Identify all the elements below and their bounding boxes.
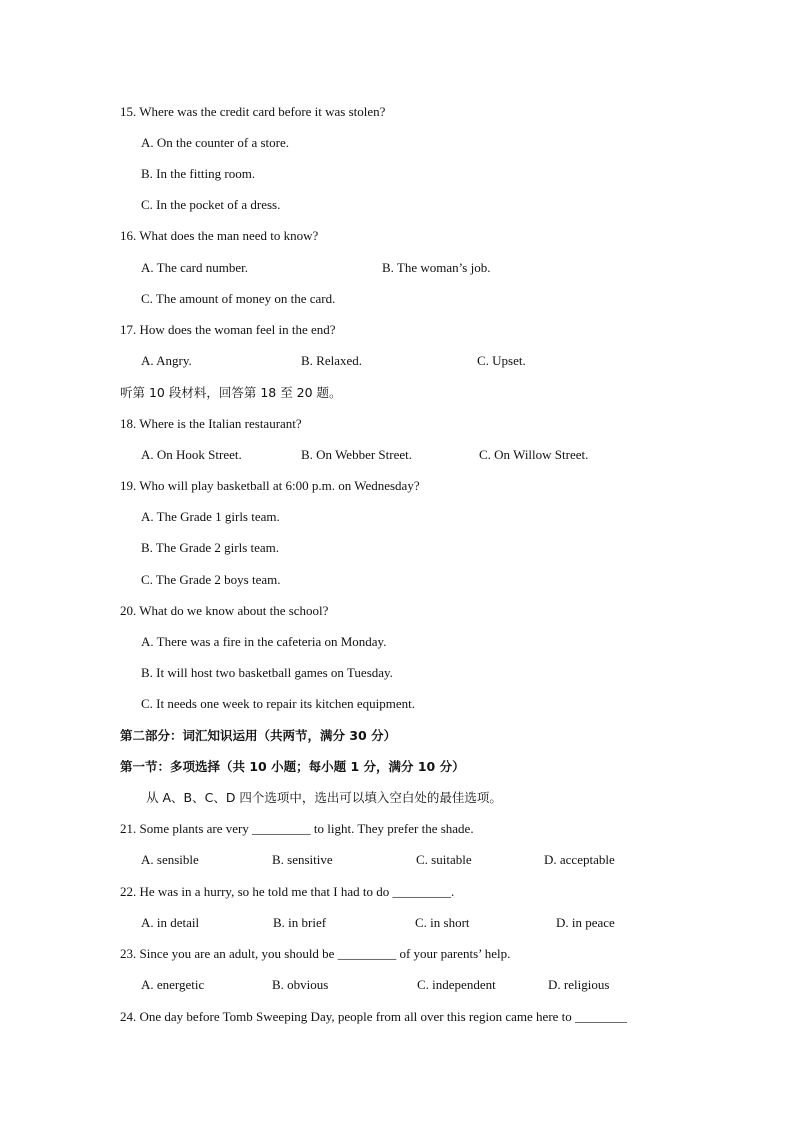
question-23-option-d: D. religious	[548, 977, 610, 992]
question-15-option-c: C. In the pocket of a dress.	[141, 197, 281, 212]
question-20-option-a: A. There was a fire in the cafeteria on Monday.	[141, 634, 387, 649]
question-15-stem: 15. Where was the credit card before it was stolen?	[120, 104, 386, 119]
question-16-option-c: C. The amount of money on the card.	[141, 291, 336, 306]
question-21-option-a: A. sensible	[141, 852, 199, 867]
question-18-option-b: B. On Webber Street.	[301, 447, 412, 462]
question-23-option-b: B. obvious	[272, 977, 329, 992]
question-23-option-a: A. energetic	[141, 977, 205, 992]
question-20-stem: 20. What do we know about the school?	[120, 603, 329, 618]
question-20-option-c: C. It needs one week to repair its kitchen equipment.	[141, 696, 416, 711]
question-20-option-b: B. It will host two basketball games on Tuesday.	[141, 665, 393, 680]
question-17-option-c: C. Upset.	[477, 353, 526, 368]
question-19-stem: 19. Who will play basketball at 6:00 p.m. on Wednesday?	[120, 478, 420, 493]
section-10-instruction: 听第 10 段材料，回答第 18 至 20 题。	[120, 385, 342, 400]
question-19-option-c: C. The Grade 2 boys team.	[141, 572, 281, 587]
question-22-option-d: D. in peace	[556, 915, 615, 930]
question-22-option-a: A. in detail	[141, 915, 200, 930]
question-21-stem: 21. Some plants are very _________ to light. They prefer the shade.	[120, 821, 474, 836]
question-22-option-b: B. in brief	[273, 915, 327, 930]
question-23-stem: 23. Since you are an adult, you should be _________ of your parents’ help.	[120, 946, 511, 961]
question-22-option-c: C. in short	[415, 915, 470, 930]
question-15-option-a: A. On the counter of a store.	[141, 135, 290, 150]
question-18-stem: 18. Where is the Italian restaurant?	[120, 416, 302, 431]
question-21-option-d: D. acceptable	[544, 852, 615, 867]
question-23-option-c: C. independent	[417, 977, 496, 992]
question-18-option-c: C. On Willow Street.	[479, 447, 589, 462]
question-21-option-b: B. sensitive	[272, 852, 333, 867]
question-24-stem: 24. One day before Tomb Sweeping Day, people from all over this region came here to ________	[120, 1009, 628, 1024]
question-22-stem: 22. He was in a hurry, so he told me that I had to do _________.	[120, 884, 455, 899]
question-21-option-c: C. suitable	[416, 852, 472, 867]
question-17-stem: 17. How does the woman feel in the end?	[120, 322, 336, 337]
question-17-option-a: A. Angry.	[141, 353, 192, 368]
question-18-option-a: A. On Hook Street.	[141, 447, 242, 462]
question-16-stem: 16. What does the man need to know?	[120, 228, 319, 243]
section-1-instruction: 从 A、B、C、D 四个选项中，选出可以填入空白处的最佳选项。	[146, 790, 502, 805]
section-1-heading: 第一节：多项选择（共 10 小题；每小题 1 分，满分 10 分）	[120, 759, 465, 774]
question-15-option-b: B. In the fitting room.	[141, 166, 256, 181]
question-16-option-b: B. The woman’s job.	[382, 260, 491, 275]
question-16-option-a: A. The card number.	[141, 260, 248, 275]
question-19-option-b: B. The Grade 2 girls team.	[141, 540, 280, 555]
question-17-option-b: B. Relaxed.	[301, 353, 363, 368]
question-19-option-a: A. The Grade 1 girls team.	[141, 509, 280, 524]
part-2-heading: 第二部分：词汇知识运用（共两节，满分 30 分）	[120, 728, 397, 743]
